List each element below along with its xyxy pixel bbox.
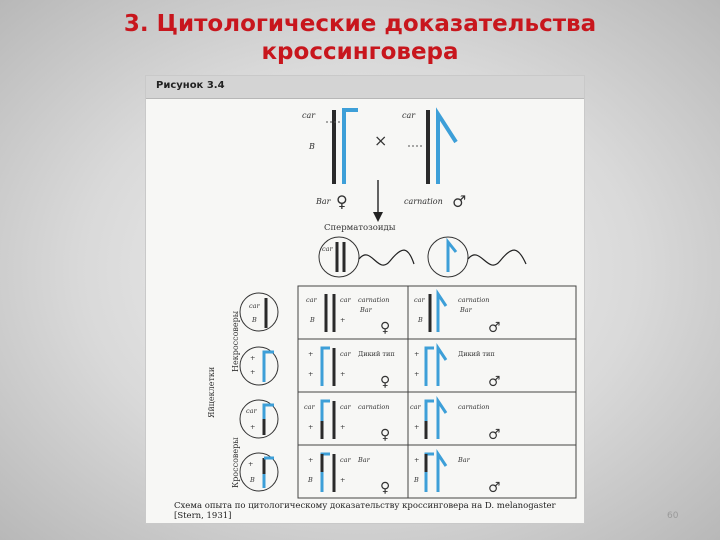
- female-symbol: ♀: [336, 192, 348, 211]
- svg-text:Дикий тип: Дикий тип: [358, 350, 395, 358]
- svg-text:Bar: Bar: [358, 456, 370, 464]
- page-number: 60: [667, 511, 679, 521]
- svg-text:B: B: [252, 316, 257, 324]
- svg-text:♀: ♀: [380, 374, 391, 390]
- svg-text:B: B: [414, 476, 419, 484]
- sperm-1: [319, 237, 414, 277]
- svg-text:+: +: [308, 423, 314, 431]
- egg-cell: [240, 293, 278, 331]
- parent-male: [402, 110, 466, 211]
- svg-text:Bar: Bar: [360, 306, 372, 314]
- svg-text:♂: ♂: [488, 374, 501, 390]
- svg-text:♀: ♀: [380, 320, 391, 336]
- svg-text:Дикий тип: Дикий тип: [458, 350, 495, 358]
- svg-text:carnation: carnation: [358, 296, 390, 304]
- slide-title-line2: кроссинговера: [261, 39, 459, 65]
- svg-text:+: +: [340, 476, 346, 484]
- svg-text:+: +: [308, 370, 314, 378]
- svg-text:car: car: [340, 456, 351, 464]
- label-noncrossover: Некроссоверы: [231, 310, 240, 372]
- svg-text:+: +: [308, 350, 314, 358]
- svg-text:+: +: [340, 316, 346, 324]
- svg-text:car: car: [340, 403, 351, 411]
- svg-text:+: +: [340, 423, 346, 431]
- offspring-row: [240, 453, 501, 496]
- label-crossover: Кроссоверы: [231, 437, 240, 488]
- svg-text:+: +: [250, 423, 256, 431]
- svg-text:car: car: [304, 403, 315, 411]
- svg-text:B: B: [418, 316, 423, 324]
- svg-text:car: car: [340, 350, 351, 358]
- svg-text:car: car: [249, 302, 260, 310]
- svg-text:+: +: [248, 460, 254, 468]
- svg-text:Bar: Bar: [460, 306, 472, 314]
- svg-text:car: car: [410, 403, 421, 411]
- crossover-diagram: [146, 76, 584, 523]
- female-name: Bar: [316, 197, 331, 206]
- svg-text:B: B: [308, 476, 313, 484]
- svg-text:car: car: [414, 296, 425, 304]
- female-gene-top: car: [302, 111, 316, 120]
- sperm-2: [428, 237, 526, 277]
- svg-text:♂: ♂: [488, 427, 501, 443]
- svg-text:+: +: [308, 456, 314, 464]
- svg-text:+: +: [414, 350, 420, 358]
- slide-title: [0, 10, 720, 66]
- male-chromosome-blue: [438, 114, 456, 184]
- svg-text:+: +: [250, 354, 256, 362]
- svg-text:+: +: [414, 456, 420, 464]
- offspring-row: [240, 400, 501, 443]
- sperm-label: Сперматозоиды: [324, 223, 396, 233]
- male-gene-top: car: [402, 111, 416, 120]
- svg-text:carnation: carnation: [458, 296, 490, 304]
- arrow-head: [373, 212, 383, 222]
- offspring-row: [240, 347, 501, 390]
- svg-text:carnation: carnation: [458, 403, 490, 411]
- svg-text:B: B: [250, 476, 255, 484]
- figure-panel: [145, 75, 585, 524]
- female-chromosome-blue: [344, 110, 358, 184]
- svg-text:♂: ♂: [488, 320, 501, 336]
- male-name: carnation: [404, 197, 443, 206]
- svg-text:♂: ♂: [488, 480, 501, 496]
- svg-text:♀: ♀: [380, 427, 391, 443]
- svg-text:car: car: [246, 407, 257, 415]
- svg-text:car: car: [340, 296, 351, 304]
- sperm-gene: car: [322, 245, 333, 253]
- svg-text:carnation: carnation: [358, 403, 390, 411]
- figure-caption: Схема опыта по цитологическому доказательству кроссинговера на D. melanogaster [Stern, 1931]: [174, 501, 556, 521]
- offspring-row: [240, 293, 501, 336]
- cross-symbol: ×: [374, 131, 388, 150]
- female-gene-bottom: B: [309, 142, 315, 151]
- svg-text:♀: ♀: [380, 480, 391, 496]
- slide-title-line1: 3. Цитологические доказательства: [123, 11, 597, 37]
- svg-text:B: B: [310, 316, 315, 324]
- svg-text:+: +: [250, 368, 256, 376]
- svg-text:+: +: [414, 423, 420, 431]
- svg-text:Bar: Bar: [458, 456, 470, 464]
- male-symbol: ♂: [452, 192, 467, 211]
- svg-text:+: +: [340, 370, 346, 378]
- svg-text:car: car: [306, 296, 317, 304]
- label-eggs: Яйцеклетки: [207, 366, 216, 418]
- figure-label: Рисунок 3.4: [156, 80, 225, 91]
- svg-text:+: +: [414, 370, 420, 378]
- parent-female: [302, 110, 358, 211]
